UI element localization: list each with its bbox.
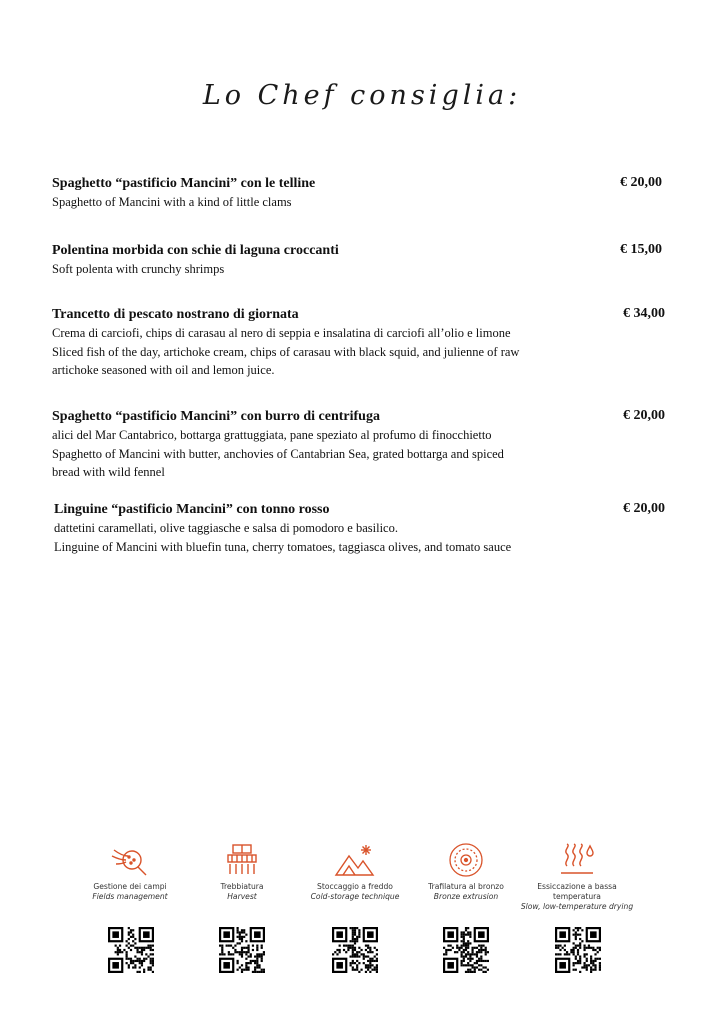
step-label-en: Slow, low-temperature drying <box>520 902 634 911</box>
page-title: Lo Chef consiglia: <box>202 80 522 111</box>
step-bronze-extrusion <box>406 842 526 902</box>
menu-item-name: Spaghetto “pastificio Mancini” con le telline <box>52 176 316 191</box>
menu-item-description: artichoke seasoned with oil and lemon juice. <box>52 363 275 377</box>
step-label-en: Bronze extrusion <box>433 892 499 901</box>
menu-item-description: alici del Mar Cantabrico, bottarga grattuggiata, pane speziato al profumo di finocchietto <box>52 428 492 442</box>
menu-item-description: bread with wild fennel <box>52 465 165 479</box>
mountain-snowflake-icon <box>333 842 377 878</box>
menu-item-description: Soft polenta with crunchy shrimps <box>52 262 225 276</box>
menu-item-description: Crema di carciofi, chips di carasau al nero di seppia e insalatina di carciofi all’olio e limone <box>52 326 511 340</box>
bronze-die-icon <box>444 842 488 878</box>
menu-item-price: € 34,00 <box>623 306 665 321</box>
step-label-it: Essiccazione a bassa temperatura <box>537 882 617 901</box>
menu-item-name: Polentina morbida con schie di laguna croccanti <box>52 243 339 258</box>
menu-item-price: € 20,00 <box>623 501 665 516</box>
menu-item-description: Spaghetto of Mancini with a kind of little clams <box>52 195 292 209</box>
step-label-it: Stoccaggio a freddo <box>317 882 393 891</box>
qr-code-drying[interactable] <box>555 927 601 973</box>
menu-item-name: Trancetto di pescato nostrano di giornata <box>52 307 299 322</box>
menu-item-description: Sliced fish of the day, artichoke cream, chips of carasau with black squid, and julienne of raw <box>52 344 520 359</box>
steam-drying-icon <box>555 842 599 878</box>
step-cold-storage <box>295 842 415 902</box>
step-label-en: Cold-storage technique <box>310 892 400 901</box>
step-label-en: Fields management <box>92 892 168 901</box>
menu-item <box>54 501 511 556</box>
menu-item-description: dattetini caramellati, olive taggiasche e salsa di pomodoro e basilico. <box>54 521 398 535</box>
menu-item-description: Spaghetto of Mancini with butter, anchovies of Cantabrian Sea, grated bottarga and spiced <box>52 446 504 461</box>
qr-code-harvest[interactable] <box>219 927 265 973</box>
menu-item <box>52 242 339 279</box>
menu-item-description: Linguine of Mancini with bluefin tuna, cherry tomatoes, taggiasca olives, and tomato sauce <box>54 539 512 554</box>
step-fields-management <box>70 842 190 902</box>
step-label-it: Gestione dei campi <box>93 882 167 891</box>
step-harvest <box>182 842 302 902</box>
menu-item-name: Linguine “pastificio Mancini” con tonno rosso <box>54 502 330 517</box>
wheat-field-icon <box>108 842 152 878</box>
menu-item <box>52 306 519 380</box>
step-label-it: Trafilatura al bronzo <box>428 882 504 891</box>
menu-item <box>52 175 315 212</box>
qr-code-bronze-extrusion[interactable] <box>443 927 489 973</box>
harvester-icon <box>220 842 264 878</box>
menu-item-name: Spaghetto “pastificio Mancini” con burro di centrifuga <box>52 409 380 424</box>
menu-item-price: € 20,00 <box>623 408 665 423</box>
qr-code-cold-storage[interactable] <box>332 927 378 973</box>
menu-item <box>52 408 504 482</box>
menu-item-price: € 20,00 <box>620 175 662 190</box>
qr-code-fields[interactable] <box>108 927 154 973</box>
step-low-temperature-drying <box>517 842 637 912</box>
step-label-en: Harvest <box>227 892 257 901</box>
step-label-it: Trebbiatura <box>220 882 264 891</box>
menu-item-price: € 15,00 <box>620 242 662 257</box>
